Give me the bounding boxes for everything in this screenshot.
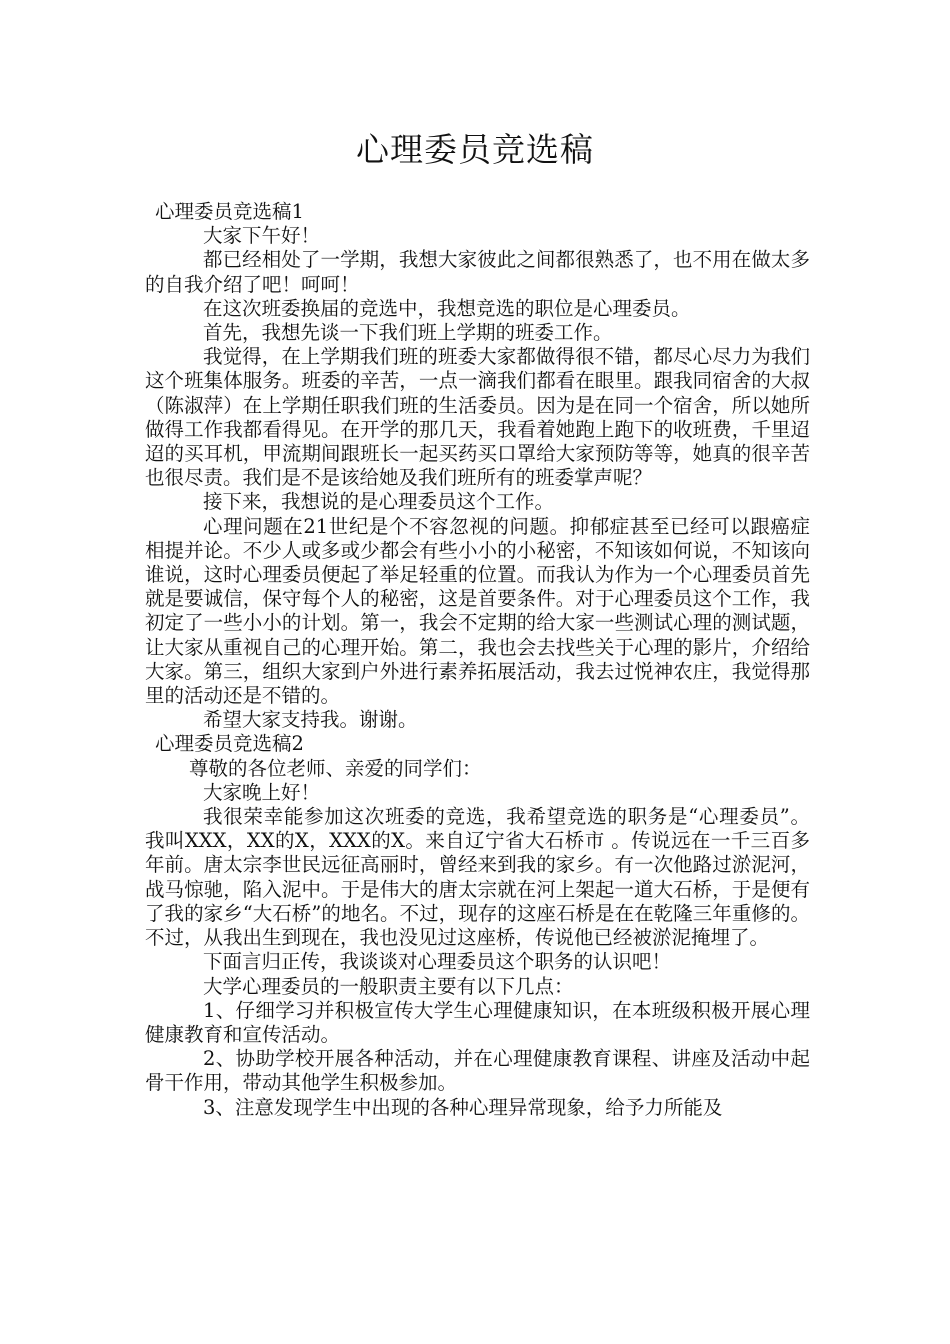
section-heading-2: 心理委员竞选稿2 [155, 732, 304, 756]
paragraph: 都已经相处了一学期，我想大家彼此之间都很熟悉了，也不用在做太多的自我介绍了吧！呵呵！ [145, 248, 810, 296]
paragraph: 首先，我想先谈一下我们班上学期的班委工作。 [203, 321, 613, 345]
document-title: 心理委员竞选稿 [356, 130, 594, 169]
paragraph: 大家下午好！ [203, 224, 321, 248]
paragraph: 在这次班委换届的竞选中，我想竞选的职位是心理委员。 [203, 296, 691, 320]
paragraph: 下面言归正传，我谈谈对心理委员这个职务的认识吧！ [203, 950, 672, 974]
section-heading-1: 心理委员竞选稿1 [155, 200, 304, 223]
list-item: 1、仔细学习并积极宣传大学生心理健康知识，在本班级积极开展心理健康教育和宣传活动。 [145, 998, 810, 1046]
paragraph: 心理问题在21世纪是个不容忽视的问题。抑郁症甚至已经可以跟癌症相提并论。不少人或多或少都会有些小小的小秘密，不知该如何说，不知该向谁说，这时心理委员便起了举足轻重的位置。而我认为作为一个心理委员首先就是要诚信，保守每个人的秘密，这是首要条件。对于心理委员这个工作，我初定了一些小小的计划。第一，我会不定期的给大家一些测试心理的测试题，让大家从重视自己的心理开始。第二，我也会去找些关于心理的影片，介绍给大家。第三，组织大家到户外进行素养拓展活动，我去过悦神农庄，我觉得那里的活动还是不错的。 [145, 514, 810, 708]
salutation: 尊敬的各位老师、亲爱的同学们： [189, 756, 482, 780]
document-body [145, 200, 810, 1120]
list-item: 3、注意发现学生中出现的各种心理异常现象，给予力所能及 [203, 1095, 723, 1119]
paragraph: 我觉得，在上学期我们班的班委大家都做得很不错，都尽心尽力为我们这个班集体服务。班委的辛苦，一点一滴我们都看在眼里。跟我同宿舍的大叔（陈淑萍）在上学期任职我们班的生活委员。因为是在同一个宿舍，所以她所做得工作我都看得见。在开学的那几天，我看着她跑上跑下的收班费，千里迢迢的买耳机，甲流期间跟班长一起买药买口罩给大家预防等等，她真的很辛苦也很尽责。我们是不是该给她及我们班所有的班委掌声呢？ [145, 345, 810, 490]
paragraph: 接下来，我想说的是心理委员这个工作。 [203, 490, 555, 514]
list-item: 2、协助学校开展各种活动，并在心理健康教育课程、讲座及活动中起骨干作用，带动其他学生积极参加。 [145, 1047, 810, 1095]
paragraph: 大家晚上好！ [203, 780, 321, 804]
paragraph: 大学心理委员的一般职责主要有以下几点： [203, 974, 574, 998]
paragraph: 我很荣幸能参加这次班委的竞选，我希望竞选的职务是“心理委员”。 我叫XXX，XX的X，XXX的X。来自辽宁省大石桥市 。传说远在一千三百多年前。唐太宗李世民远征高丽时，曾经来到我的家乡。有一次他路过淤泥河，战马惊驰，陷入泥中。于是伟大的唐太宗就在河上架起一道大石桥，于是便有了我的家乡“大石桥”的地名。不过，现存的这座石桥是在在乾隆三年重修的。不过，从我出生到现在，我也没见过这座桥，传说他已经被淤泥掩埋了。 [145, 805, 810, 950]
paragraph: 希望大家支持我。谢谢。 [203, 708, 418, 732]
